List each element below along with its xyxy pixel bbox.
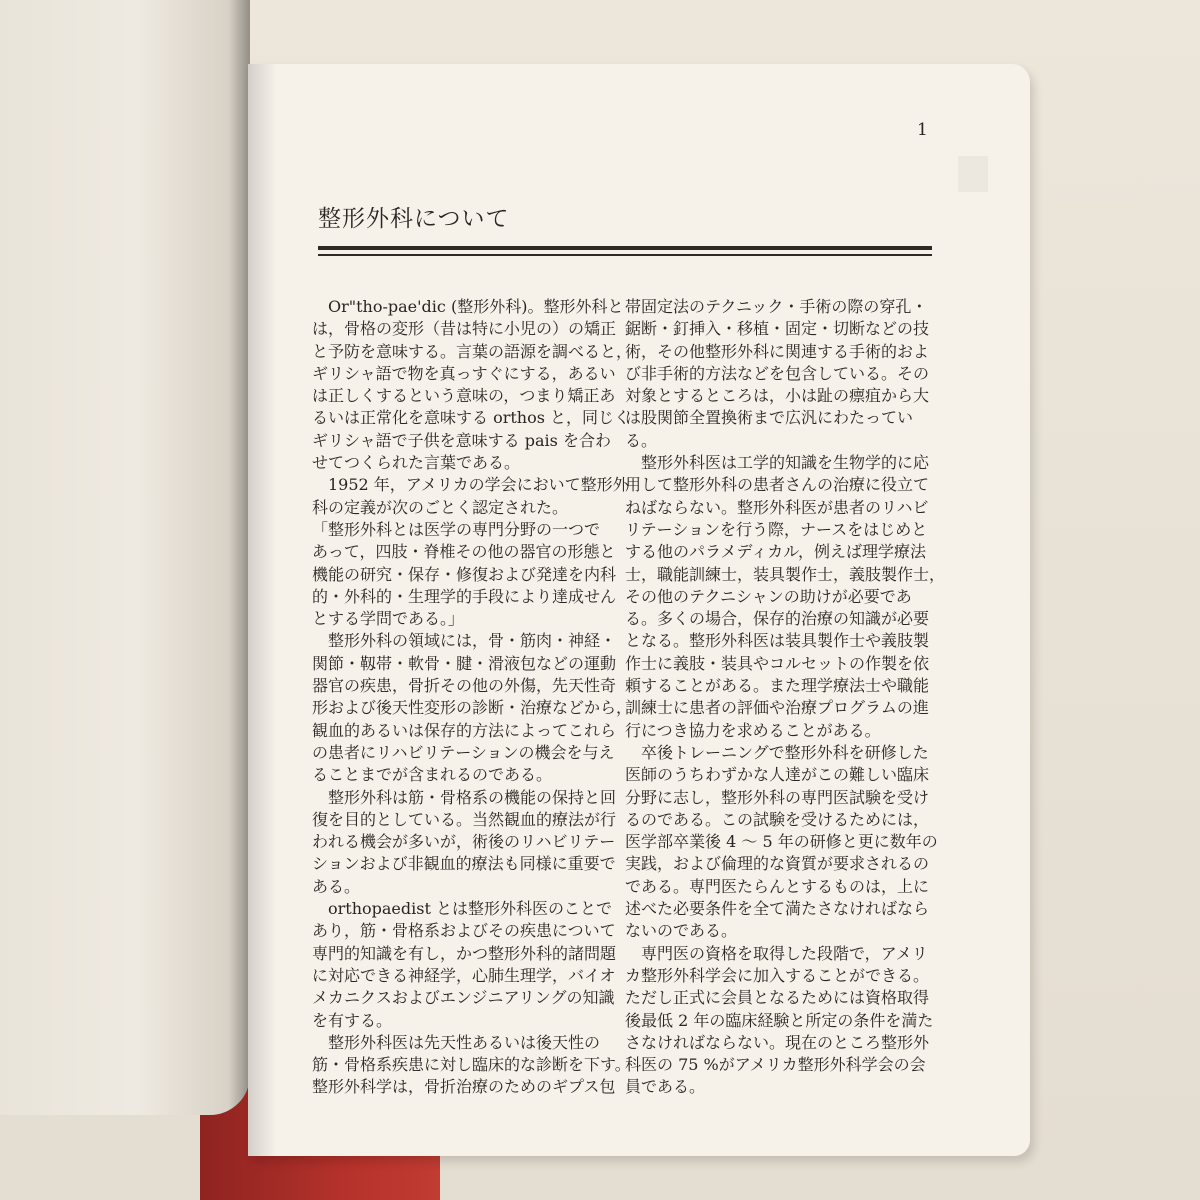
- text-line: る。多くの場合，保存的治療の知識が必要: [625, 609, 930, 629]
- text-line: 士，職能訓練士，装具製作士，義肢製作士，: [625, 564, 946, 584]
- text-line: 医学部卒業後 4 ～ 5 年の研修と更に数年の: [625, 832, 938, 852]
- text-line: となる。整形外科医は装具製作士や義肢製: [625, 631, 930, 651]
- page-tab-mark: [958, 156, 988, 192]
- text-line: われる機会が多いが，術後のリハビリテー: [312, 832, 616, 852]
- text-line: カ整形外科学会に加入することができる。: [625, 965, 930, 985]
- text-line: 員である。: [625, 1077, 706, 1097]
- text-line: 専門的知識を有し，かつ整形外科的諸問題: [312, 943, 617, 963]
- text-line: 帯固定法のテクニック・手術の際の穿孔・: [625, 297, 928, 316]
- text-line: ることまでが含まれるのである。: [312, 765, 553, 785]
- text-line: は股関節全置換術まで広汎にわたってい: [625, 408, 914, 428]
- text-line: メカニクスおよびエンジニアリングの知識: [312, 988, 615, 1008]
- text-line: るいは正常化を意味する orthos と，同じく: [312, 408, 631, 428]
- text-line: 筋・骨格系疾患に対し臨床的な診断を下す。: [312, 1055, 631, 1075]
- text-line: せてつくられた言葉である。: [312, 453, 521, 473]
- text-line: 行につき協力を求めることがある。: [625, 720, 881, 740]
- text-line: 術，その他整形外科に関連する手術的およ: [625, 341, 930, 361]
- text-line: である。専門医たらんとするものは，上に: [625, 876, 930, 896]
- text-line: その他のテクニシャンの助けが必要であ: [625, 586, 912, 606]
- text-line: 整形外科学は，骨折治療のためのギプス包: [312, 1077, 616, 1097]
- text-line: 鋸断・釘挿入・移植・固定・切断などの技: [625, 319, 930, 339]
- text-line: に対応できる神経学，心肺生理学，バイオ: [312, 965, 616, 985]
- text-line: 整形外科は筋・骨格系の機能の保持と回: [312, 787, 617, 807]
- title-rule-thick: [318, 246, 932, 250]
- chapter-title: 整形外科について: [318, 206, 510, 232]
- text-line: 形および後天性変形の診断・治療などから，: [312, 698, 633, 718]
- text-line: 科医の 75 %がアメリカ整形外科学会の会: [625, 1055, 926, 1075]
- text-line: 用して整形外科の患者さんの治療に役立て: [625, 475, 930, 495]
- text-line: ションおよび非観血的療法も同様に重要で: [312, 854, 616, 874]
- text-line: ないのである。: [625, 921, 738, 941]
- page-fold-shadow: [228, 0, 250, 1115]
- text-line: ただし正式に会員となるためには資格取得: [625, 988, 930, 1008]
- text-line: 機能の研究・保存・修復および発達を内科: [312, 564, 617, 584]
- text-line: 医師のうちわずかな人達がこの難しい臨床: [625, 765, 930, 785]
- text-line: 器官の疾患，骨折その他の外傷，先天性奇: [312, 676, 617, 696]
- text-line: 整形外科医は先天性あるいは後天性の: [312, 1032, 601, 1052]
- text-line: Or"tho-pae'dic (整形外科)。整形外科と: [312, 297, 624, 316]
- text-line: 訓練士に患者の評価や治療プログラムの進: [625, 698, 929, 718]
- text-line: とする学問である。」: [312, 609, 465, 629]
- text-line: る。: [625, 430, 658, 450]
- text-line: び非手術的方法などを包含している。その: [625, 363, 930, 383]
- text-line: と予防を意味する。言葉の語源を調べると，: [312, 341, 633, 361]
- text-line: 整形外科医は工学的知識を生物学的に応: [625, 453, 930, 473]
- title-rule: [318, 246, 932, 260]
- text-line: 専門医の資格を取得した段階で，アメリ: [625, 943, 928, 963]
- text-line: 対象とするところは，小は趾の瘭疽から大: [625, 386, 930, 406]
- text-line: ギリシャ語で子供を意味する pais を合わ: [312, 430, 611, 450]
- text-line: orthopaedist とは整形外科医のことで: [312, 899, 612, 919]
- text-line: 1952 年，アメリカの学会において整形外: [312, 475, 629, 495]
- text-line: を有する。: [312, 1010, 393, 1030]
- text-line: 「整形外科とは医学の専門分野の一つで: [312, 519, 601, 539]
- text-line: 観血的あるいは保存的方法によってこれら: [312, 720, 617, 740]
- text-line: の患者にリハビリテーションの機会を与え: [312, 742, 615, 762]
- text-line: ねばならない。整形外科医が患者のリハビ: [625, 497, 929, 517]
- left-text-column: [312, 296, 633, 1099]
- text-line: 述べた必要条件を全て満たさなければなら: [625, 899, 930, 919]
- text-line: 関節・靱帯・軟骨・腱・滑液包などの運動: [312, 653, 617, 673]
- text-line: さなければならない。現在のところ整形外: [625, 1032, 930, 1052]
- text-line: リテーションを行う際，ナースをはじめと: [625, 519, 928, 539]
- text-line: ギリシャ語で物を真っすぐにする，あるい: [312, 363, 616, 383]
- title-rule-thin: [318, 254, 932, 256]
- page-number: 1: [917, 120, 928, 140]
- text-line: 科の定義が次のごとく認定された。: [312, 497, 569, 517]
- text-line: あって，四肢・脊椎その他の器官の形態と: [312, 542, 616, 562]
- text-line: あり，筋・骨格系およびその疾患について: [312, 921, 616, 941]
- text-line: する他のパラメディカル，例えば理学療法: [625, 542, 926, 562]
- text-line: ある。: [312, 876, 361, 896]
- text-line: 作士に義肢・装具やコルセットの作製を依: [625, 653, 930, 673]
- text-line: 頼することがある。また理学療法士や職能: [625, 676, 930, 696]
- text-line: 実践，および倫理的な資質が要求されるの: [625, 854, 930, 874]
- right-text-column: [625, 296, 946, 1099]
- text-line: 復を目的としている。当然観血的療法が行: [312, 809, 617, 829]
- text-line: 後最低 2 年の臨床経験と所定の条件を満た: [625, 1010, 934, 1030]
- page-gutter-shadow: [248, 64, 276, 1156]
- text-line: 的・外科的・生理学的手段により達成せん: [312, 586, 617, 606]
- text-line: 整形外科の領域には，骨・筋肉・神経・: [312, 631, 617, 651]
- text-line: 卒後トレーニングで整形外科を研修した: [625, 742, 929, 762]
- left-facing-page: [0, 0, 250, 1115]
- text-line: は正しくするという意味の，つまり矯正あ: [312, 386, 616, 406]
- text-line: るのである。この試験を受けるためには，: [625, 809, 930, 829]
- text-line: は，骨格の変形（昔は特に小児の）の矯正: [312, 319, 617, 339]
- text-line: 分野に志し，整形外科の専門医試験を受け: [625, 787, 930, 807]
